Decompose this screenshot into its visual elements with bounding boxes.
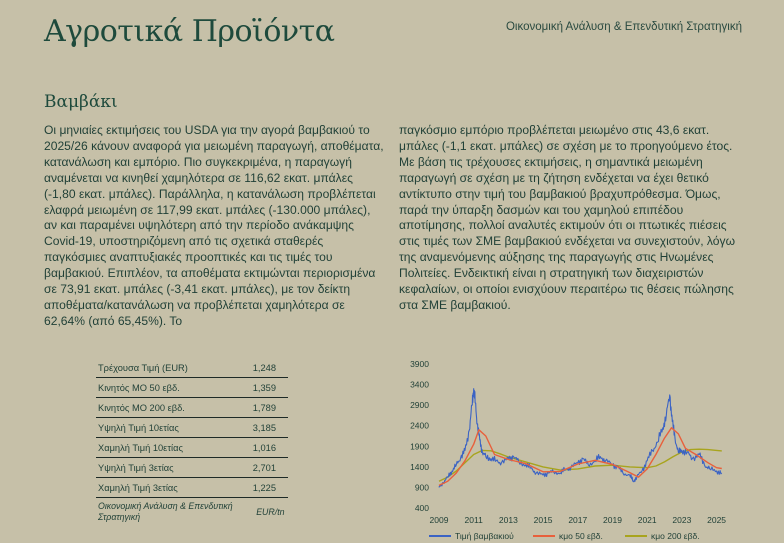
y-tick-label: 1400	[410, 461, 429, 472]
x-tick-label: 2011	[464, 515, 483, 525]
table-row	[96, 458, 288, 478]
x-tick-label: 2015	[533, 515, 553, 525]
cotton-price-chart	[405, 355, 745, 543]
stat-value: 3,185	[251, 418, 288, 438]
source-row	[96, 498, 288, 527]
stat-label: Κινητός ΜΟ 50 εβδ.	[96, 378, 251, 398]
table-row	[96, 378, 288, 398]
stat-label: Χαμηλή Τιμή 10ετίας	[96, 438, 251, 458]
table-row	[96, 358, 288, 378]
stat-value: 1,016	[251, 438, 288, 458]
y-tick-label: 2900	[410, 400, 429, 411]
x-tick-label: 2013	[498, 515, 518, 525]
stat-value: 2,701	[251, 458, 288, 478]
stat-value: 1,225	[251, 478, 288, 498]
y-tick-label: 900	[414, 482, 429, 493]
y-tick-label: 2400	[410, 420, 429, 431]
section-title: Βαμβάκι	[44, 92, 118, 112]
y-tick-label: 3400	[410, 379, 429, 390]
stat-label: Χαμηλή Τιμή 3ετίας	[96, 478, 251, 498]
stat-label: Κινητός ΜΟ 200 εβδ.	[96, 398, 251, 418]
series-line-ma50	[439, 428, 722, 486]
table-row	[96, 418, 288, 438]
table-row	[96, 398, 288, 418]
table-row	[96, 438, 288, 458]
stat-value: 1,789	[251, 398, 288, 418]
y-tick-label: 1900	[410, 441, 429, 452]
x-tick-label: 2023	[672, 515, 692, 525]
stat-label: Υψηλή Τιμή 3ετίας	[96, 458, 251, 478]
x-tick-label: 2025	[707, 515, 727, 525]
stats-table	[96, 358, 288, 526]
stat-label: Τρέχουσα Τιμή (EUR)	[96, 358, 251, 378]
x-tick-label: 2019	[603, 515, 622, 525]
stat-label: Υψηλή Τιμή 10ετίας	[96, 418, 251, 438]
legend-label: κμο 50 εβδ.	[559, 531, 603, 541]
legend-label: Τιμή βαμβακιού	[455, 531, 514, 541]
stat-value: 1,359	[251, 378, 288, 398]
source-label: Οικονομική Ανάλυση & Επενδυτική Στρατηγική	[98, 501, 233, 522]
table-row	[96, 478, 288, 498]
x-tick-label: 2009	[429, 515, 449, 525]
page-title: Αγροτικά Προϊόντα	[44, 14, 335, 49]
x-tick-label: 2017	[568, 515, 588, 525]
y-tick-label: 400	[414, 503, 429, 513]
series-line-price	[439, 389, 722, 488]
body-text-right: παγκόσμιο εμπόριο προβλέπεται μειωμένο στις 43,6 εκατ. μπάλες (-1,1 εκατ. μπάλες) σε σχέση με το προηγούμενο έτος. Με βάση τις τρέχουσες εκτιμήσεις, η σημαντικά μειωμένη παραγωγή σε σχέση με τη ζήτηση ενδέχεται να έχει θετικό αντίκτυπο στην τιμή του βαμβακιού βραχυπρόθεσμα. Όμως, παρά την ύπαρξη δασμών και του χαμηλού επιπέδου αποτίμησης, πολλοί αναλυτές εκτιμούν ότι οι πτωτικές πιέσεις στις τιμές των ΣΜΕ βαμβακιού ενδέχεται να συνεχιστούν, λόγω της αναμενόμενης αύξησης της παραγωγής στις Ηνωμένες Πολιτείες. Ενδεικτική είναι η στρατηγική των διαχειριστών κεφαλαίων, οι οποίοι ενισχύουν περαιτέρω τις θέσεις πώλησης στα ΣΜΕ βαμβακιού.	[399, 123, 736, 312]
legend-label: κμο 200 εβδ.	[651, 531, 700, 541]
y-tick-label: 3900	[410, 359, 429, 369]
stat-value: 1,248	[251, 358, 288, 378]
page-subtitle: Οικονομική Ανάλυση & Επενδυτική Στρατηγική	[505, 21, 742, 33]
body-text-left: Οι μηνιαίες εκτιμήσεις του USDA για την αγορά βαμβακιού το 2025/26 κάνουν αναφορά για μειωμένη παραγωγή, αποθέματα, κατανάλωση και εμπόριο. Πιο συγκεκριμένα, η παραγωγή αναμένεται να κινηθεί χαμηλότερα σε 116,62 εκατ. μπάλες (-1,80 εκατ. μπάλες). Παράλληλα, η κατανάλωση προβλέπεται ελαφρά μειωμένη σε 117,99 εκατ. μπάλες (-130.000 μπάλες), αν και παραμένει υψηλότερη από την περίοδο ανάκαμψης Covid-19, υποστηριζόμενη από τις σχετικά σταθερές παγκόσμιες αναπτυξιακές προοπτικές και τις τιμές του βαμβακιού. Επιπλέον, τα αποθέματα εκτιμώνται περιορισμένα σε 73,91 εκατ. μπάλες (-3,41 εκατ. μπάλες), με τον δείκτη αποθέματα/κατανάλωση να προβλέπεται χαμηλότερα σε 62,64% (από 65,45%). Το	[44, 123, 384, 328]
source-unit: EUR/tn	[256, 506, 285, 517]
x-tick-label: 2021	[637, 515, 657, 525]
series-line-ma200	[439, 449, 722, 481]
